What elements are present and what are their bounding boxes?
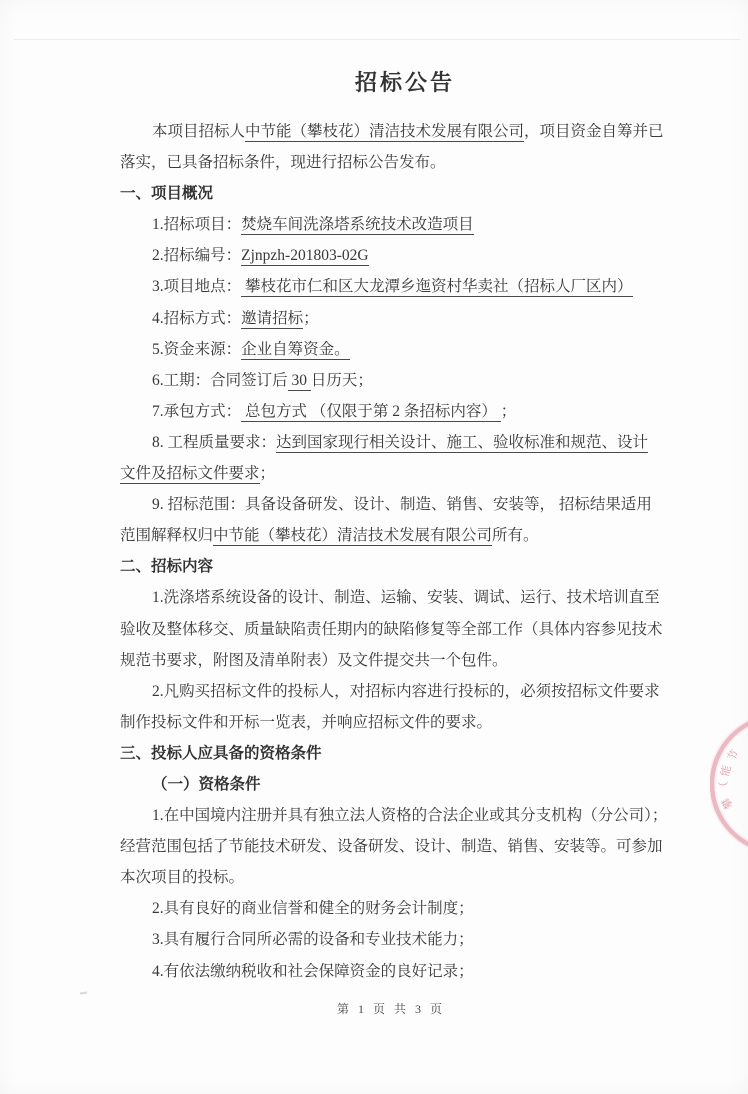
section-heading bbox=[120, 769, 676, 800]
text-segment: 2.凡购买招标文件的投标人，对招标内容进行投标的，必须按招标文件要求 bbox=[152, 682, 660, 700]
document-line bbox=[120, 862, 676, 893]
section-heading bbox=[120, 738, 676, 769]
document-line bbox=[120, 676, 676, 707]
underlined-text: 30 bbox=[287, 371, 311, 389]
document-line bbox=[120, 396, 676, 427]
text-segment: 本项目招标人 bbox=[152, 123, 246, 140]
underlined-text: 达到国家现行相关设计、施工、验收标准和规范、设计 bbox=[276, 433, 649, 451]
document-line bbox=[120, 582, 676, 613]
text-segment: ； bbox=[303, 309, 319, 327]
document-title: 招标公告 bbox=[354, 70, 455, 95]
underlined-text: 中节能（攀枝花）清洁技术发展有限公司 bbox=[213, 527, 493, 545]
stamp-character: 能 bbox=[719, 764, 734, 778]
document-line bbox=[120, 924, 676, 955]
document-line bbox=[120, 365, 676, 396]
text-segment: 2.招标编号： bbox=[152, 247, 242, 265]
text-segment: 9. 招标范围：具备设备研发、设计、制造、销售、安装等， 招标结果适用 bbox=[152, 496, 652, 514]
document-line bbox=[120, 707, 676, 738]
document-line bbox=[120, 489, 676, 520]
document-line bbox=[120, 956, 676, 987]
text-segment: 二、招标内容 bbox=[120, 558, 214, 576]
text-segment: 8. 工程质量要求： bbox=[152, 433, 277, 451]
page-number: 第 1 页 共 3 页 bbox=[336, 1002, 445, 1016]
text-segment: 本次项目的投标。 bbox=[120, 869, 245, 887]
text-segment: 2.具有良好的商业信誉和健全的财务会计制度； bbox=[152, 900, 474, 918]
text-segment: 一、项目概况 bbox=[120, 185, 214, 203]
document-line bbox=[120, 209, 676, 240]
underlined-text: 企业自筹资金。 bbox=[241, 340, 350, 358]
underlined-text: 焚烧车间洗涤塔系统技术改造项目 bbox=[241, 216, 474, 234]
text-segment: 4.有依法缴纳税收和社会保障资金的良好记录； bbox=[152, 962, 474, 980]
text-segment: 1.洗涤塔系统设备的设计、制造、运输、安装、调试、运行、技术培训直至 bbox=[152, 589, 660, 607]
text-segment: （一）资格条件 bbox=[152, 775, 261, 793]
scan-artifact-line bbox=[14, 39, 740, 40]
text-segment: 5.资金来源： bbox=[152, 340, 242, 358]
document-line bbox=[120, 240, 676, 271]
text-segment: 经营范围包括了节能技术研发、设备研发、设计、制造、销售、安装等。可参加 bbox=[120, 838, 663, 856]
scan-artifact-speck bbox=[80, 992, 87, 995]
text-segment: 规范书要求，附图及清单附表）及文件提交共一个包件。 bbox=[120, 651, 508, 669]
document-line bbox=[120, 893, 676, 924]
document-line bbox=[120, 614, 676, 645]
text-segment: 范围解释权归 bbox=[120, 527, 214, 545]
document-line bbox=[120, 645, 676, 676]
text-segment: 1.在中国境内注册并具有独立法人资格的合法企业或其分支机构（分公司）； bbox=[152, 807, 668, 825]
text-segment: 7.承包方式： bbox=[152, 402, 242, 420]
underlined-text: 邀请招标 bbox=[241, 309, 304, 327]
document-line bbox=[120, 303, 676, 334]
stamp-character: （ bbox=[718, 780, 731, 793]
document-line bbox=[120, 520, 676, 551]
text-segment: 4.招标方式： bbox=[152, 309, 242, 327]
text-segment: 落实，已具备招标条件，现进行招标公告发布。 bbox=[120, 154, 446, 172]
underlined-text: 攀枝花市仁和区大龙潭乡迤资村华卖社（招标人厂区内） bbox=[241, 278, 633, 296]
red-seal-stamp bbox=[710, 710, 748, 858]
text-segment: 6.工期：合同签订后 bbox=[152, 371, 288, 389]
document-body bbox=[120, 116, 676, 987]
document-line bbox=[120, 116, 676, 147]
stamp-character: 攀 bbox=[720, 795, 736, 811]
underlined-text: Zjnpzh-201803-02G bbox=[241, 247, 369, 265]
text-segment: ； bbox=[259, 465, 276, 483]
text-segment: 日历天； bbox=[310, 371, 373, 389]
text-segment: ； bbox=[500, 402, 517, 420]
text-segment: ，项目资金自筹并已 bbox=[524, 123, 664, 140]
document-line bbox=[120, 831, 676, 862]
document-line bbox=[120, 800, 676, 831]
document-line bbox=[120, 458, 676, 489]
document-line bbox=[120, 427, 676, 458]
red-seal-arc bbox=[710, 710, 748, 858]
text-segment: 3.项目地点： bbox=[152, 278, 242, 296]
document-line bbox=[120, 334, 676, 365]
text-segment: 制作投标文件和开标一览表，并响应招标文件的要求。 bbox=[120, 713, 493, 731]
underlined-text: 总包方式 （仅限于第 2 条招标内容） bbox=[241, 402, 501, 420]
section-heading bbox=[120, 551, 676, 582]
document-line bbox=[120, 147, 676, 178]
text-segment: 1.招标项目： bbox=[152, 216, 242, 234]
text-segment: 三、投标人应具备的资格条件 bbox=[120, 744, 322, 762]
text-segment: 所有。 bbox=[492, 527, 539, 545]
text-segment: 3.具有履行合同所必需的设备和专业技术能力； bbox=[152, 931, 474, 949]
underlined-text: 文件及招标文件要求 bbox=[120, 465, 260, 483]
stamp-character: 节 bbox=[725, 747, 742, 764]
underlined-text: 中节能（攀枝花）清洁技术发展有限公司 bbox=[245, 123, 525, 140]
section-heading bbox=[120, 178, 676, 209]
text-segment: 验收及整体移交、质量缺陷责任期内的缺陷修复等全部工作（具体内容参见技术 bbox=[120, 620, 663, 638]
document-line bbox=[120, 271, 676, 302]
